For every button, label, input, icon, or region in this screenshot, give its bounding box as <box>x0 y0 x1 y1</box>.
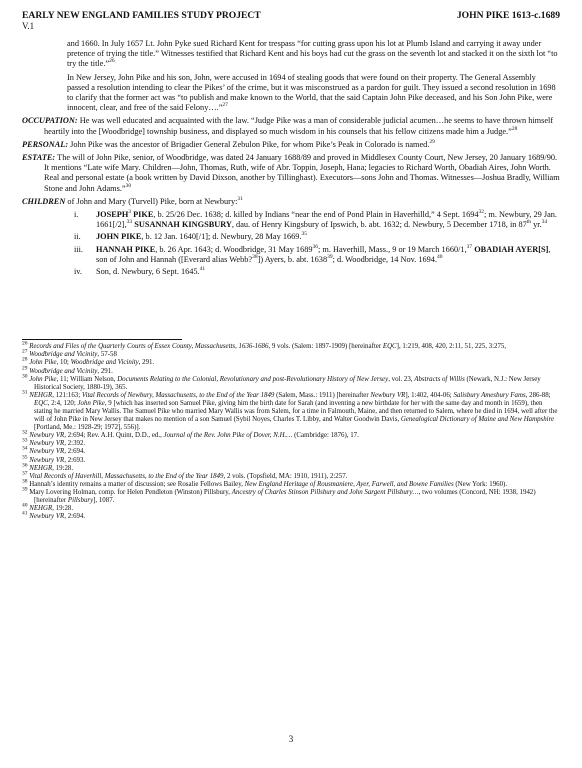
footnote-ref[interactable]: 39 <box>327 254 333 261</box>
footnote: $^{34}$ Newbury VR, 2:694. <box>22 446 86 456</box>
children-heading: CHILDREN <box>22 196 66 206</box>
footnote-ref[interactable]: 38 <box>252 254 258 261</box>
footnote: $^{26}$ Records and Files of the Quarterly Courts of Essex County, Massachusetts, 1636-1686, 9 vols. (Salem: 1897-1909) [hereinafter EQC], 1:219, 408, 420, 2:11, 51, 225, 3:275, <box>22 340 507 351</box>
footnote-ref[interactable]: 32 <box>478 209 485 216</box>
footnote: $^{29}$ Woodbridge and Vicinity, 291. <box>22 365 113 375</box>
personal-heading: PERSONAL: <box>22 139 69 149</box>
footnote: $^{39}$ Mary Lovering Holman, comp. for Helen Pendleton (Winston) Pillsbury, Ancestry of Charles Stinson Pillsbury and John Sargent Pillsbury…, two volumes (Concord, NH: 1938, 1942) [hereinafter Pillsbury], 1087. <box>22 486 536 505</box>
page-number: 3 <box>288 734 294 744</box>
personal-section: PERSONAL: John Pike was the ancestor of Brigadier General Zebulon Pike, for whom Pike’s Peak in Colorado is named.$^{29}$ <box>22 139 435 149</box>
footnote-ref[interactable]: 41 <box>199 266 206 273</box>
footnotes <box>22 340 560 521</box>
child-entry: iii. HANNAH PIKE, b. 26 Apr. 1643; d. Woodbridge, 31 May 1689$^{36}$; m. Haverhill, Mass., 9 or 19 March 1660/1,37 OBADIAH AYER[S], son of John and Hannah ([Everard alias Webb?$^{38}$]) Ayers, b. abt. 1638$^{39}$; d. Woodbridge, 14 Nov. 1694.40 <box>74 243 551 264</box>
child-entry: i. JOSEPH$^3$ PIKE, b. 25/26 Dec. 1638; d. killed by Indians “near the end of Pond Plain in Haverhilld,” 4 Sept. 1694$^{32}$; m. Newbury, 29 Jan. 1661[/2],$^{33}$ SUSANNAH KINGSBURY, dau. of Henry Kingsbury of Ipswich, b. abt. 1632; d. Newbury, 5 December 1718, in 87th yr.$^{34}$ <box>74 209 558 230</box>
footnote-ref[interactable]: 30 <box>125 182 132 189</box>
footnote-ref[interactable]: 26 <box>109 58 115 65</box>
footnote: $^{35}$ Newbury VR, 2:693. <box>22 454 86 464</box>
child-entry: ii. JOHN PIKE, b. 12 Jan. 1640[/1]; d. Newbury, 28 May 1669.35 <box>74 231 307 242</box>
footnote: $^{36}$ NEHGR, 19:28. <box>22 462 74 472</box>
footnote-divider <box>22 339 182 340</box>
footnote-ref[interactable]: 34 <box>541 219 548 226</box>
child-entry: iv. Son, d. Newbury, 6 Sept. 1645.41 <box>74 266 206 277</box>
footnote-ref[interactable]: 29 <box>429 139 435 146</box>
paragraph-plumb-island: and 1660. In July 1657 Lt. John Pyke sued Richard Kent for trespass “for cutting grass upon his lot at Plumb Island and carrying it away under pretence of trying the title.” Witnesses testified that Richard Kent and his boys had cut the grass on the seventh lot and stacked it on the sixth lot “to try the title.”$^{26}$ <box>67 39 558 69</box>
footnote: $^{30}$ John Pike, 11; William Nelson, Documents Relating to the Colonial, Revolutionary and post-Revolutionary History of New Jersey, vol. 23, Abstracts of Willis (Newark, N.J.: New Jersey Historical Society, 1880-19), 365. <box>22 373 541 391</box>
footnote-ref[interactable]: 40 <box>437 254 443 261</box>
footnote-ref[interactable]: 28 <box>511 125 518 132</box>
footnote: $^{41}$ Newbury VR, 2:694. <box>22 510 86 521</box>
estate-section: ESTATE: The will of John Pike, senior, of Woodbridge, was dated 24 January 1688/89 and proved in Middlesex County Court, New Jersey, 20 January 1689/90. It mentions “Late wife Mary. Children—John, Thomas, Ruth, wife of Abr. Toppin, Joseph, Hana; legacies to Richard Worth, Obadiah Aires, John Worth. Real and personal estate (a book written by David Dixson, another by Tillinghast). Executors—sons John and Thomas. Witnesses—Joshua Bradly, William Stone and John Adams.”$^{30}$ <box>22 153 560 193</box>
estate-heading: ESTATE: <box>22 153 56 163</box>
footnote: $^{27}$ Woodbridge and Vicinity, 57-58 <box>22 349 117 359</box>
paragraph-new-jersey: In New Jersey, John Pike and his son, John, were accused in 1694 of stealing goods that were found on their property. The General Assembly passed a resolution intending to clear the Pikes’ of the crime, but it was misconstrued as a pardon for guilt. They issued a second resolution in 1698 to clarify that the former act was “to publish and make known to the World, that the said Captain John Pike deceased, and his Son John Pike, were innocent, clear, and free of the said Felony….”$^{27}$ <box>67 72 556 113</box>
document-page <box>22 10 560 521</box>
children-list <box>74 210 560 277</box>
header-left-title: EARLY NEW ENGLAND FAMILIES STUDY PROJECT <box>22 10 261 21</box>
footnote: $^{37}$ Vital Records of Haverhill, Massachusetts, to the End of the Year 1849, 2 vols. (Topsfield, MA: 1910, 1911), 2:257. <box>22 470 348 480</box>
children-section: CHILDREN of John and Mary (Turvell) Pike, born at Newbury:$^{31}$ <box>22 196 243 206</box>
occupation-section: OCCUPATION: He was well educated and acquainted with the law. “Judge Pike was a man of considerable judicial acumen…he seems to have thrown himself heartily into the [Woodbridge] township business, and displayed so much wisdom in his counsels that his fellow citizens made him a Judge.”$^{28}$ <box>22 116 554 136</box>
footnote-ref[interactable]: 31 <box>237 196 243 203</box>
running-header <box>22 10 560 21</box>
footnote: $^{40}$ NEHGR, 19:28. <box>22 502 74 513</box>
occupation-heading: OCCUPATION: <box>22 116 78 126</box>
footnote: $^{32}$ Newbury VR, 2:694; Rev. A.H. Quint, D.D., ed., Journal of the Rev. John Pike of Dover, N.H.… (Cambridge: 1876), 17. <box>22 430 359 440</box>
footnote-ref[interactable]: 35 <box>301 231 307 238</box>
header-right-title: JOHN PIKE 1613-c.1689 <box>456 10 560 21</box>
footnote-ref[interactable]: 27 <box>222 102 228 109</box>
footnote: $^{31}$ NEHGR, 121:163; Vital Records of Newbury, Massachusetts, to the End of the Year 1849 (Salem, Mass.: 1911) [hereinafter Newbury VR], 1:402, 404-06; Salisbury Amesbury Fams, 286-88; EQC, 2:4, 120; John Pike, 9 [which has inserted son Samuel Pike, giving him the birth date for Sarah (and inventing a new birthdate for her with the same day and month in 1659), then stating he married Mary Wallis. The Samuel Pike who married Mary Wallis was from Salem, for a time in Falmouth, Maine, and then returned to Salem, where he died in 1694, well after the will of John Pike in New Jersey that makes no mention of a son Samuel (Sybil Noyes, Charles T. Libby, and Walter Goodwin Davis, Genealogical Dictionary of Maine and New Hampshire [Portland, Me.: 1928-29; 1972], 556)]. <box>22 389 558 432</box>
footnote-ref[interactable]: 37 <box>466 243 473 250</box>
version-label: V.1 <box>22 21 35 31</box>
footnote-ref[interactable]: 36 <box>312 243 319 250</box>
footnote-ref[interactable]: 33 <box>126 219 133 226</box>
footnote: $^{28}$ John Pike, 10; Woodbridge and Vicinity, 291. <box>22 357 155 367</box>
footnote: $^{33}$ Newbury VR, 2:392. <box>22 438 86 448</box>
footnote: $^{38}$ Hannah’s identity remains a matter of discussion; see Rosalie Fellows Bailey, New England Heritage of Rousmaniere, Ayer, Farwell, and Bowne Families (New York: 1960). <box>22 478 508 488</box>
body-text <box>22 39 560 277</box>
